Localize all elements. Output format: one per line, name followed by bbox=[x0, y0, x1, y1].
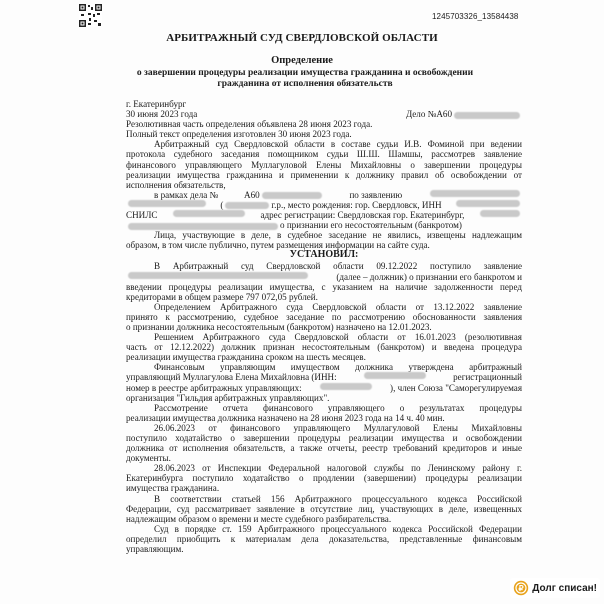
paragraph-line: поступило ходатайство о завершении процедуры реализации имущества и освобождении bbox=[126, 433, 522, 443]
paragraph-line: 26.06.2023 от финансового управляющего Муллагуловой Елены Михайловны bbox=[154, 422, 522, 433]
document-date: 30 июня 2023 года bbox=[126, 109, 198, 120]
paragraph-line: управляющим. bbox=[126, 544, 184, 555]
court-title: АРБИТРАЖНЫЙ СУД СВЕРДЛОВСКОЙ ОБЛАСТИ bbox=[166, 32, 438, 44]
paragraph-line: финансового управляющего Муллагуловой Елены Михайловны о завершении процедуры bbox=[126, 159, 522, 170]
paragraph-line: В Арбитражный суд Свердловской области 09.12.2022 поступило заявление bbox=[154, 261, 522, 272]
paragraph-line: организация "Гильдия арбитражных управляющих". bbox=[126, 392, 330, 403]
case-line: СНИЛС адрес регистрации: Свердловская гор. Екатеринбург, bbox=[126, 210, 522, 220]
paragraph-line: Лица, участвующие в деле, в судебное заседание не явились, извещены надлежащим bbox=[154, 230, 522, 241]
established-heading: УСТАНОВИЛ: bbox=[289, 249, 359, 261]
paragraph-line: протокола судебного заседания помощником судьи Ш.Ш. Шамшы, рассмотрев заявление bbox=[126, 149, 522, 160]
case-line: в рамках дела № А60 по заявлению bbox=[126, 190, 522, 200]
paragraph-line: реализации имущества должника назначено на 28 июня 2023 года на 14 ч. 40 мин. bbox=[126, 412, 445, 423]
paragraph-line: В соответствии статьей 156 Арбитражного процессуального кодекса Российской bbox=[154, 493, 522, 504]
paragraph-line: Суд в порядке ст. 159 Арбитражного процессуального кодекса Российской Федерации bbox=[154, 523, 522, 534]
paragraph-line: определил приобщить к материалам дела доказательства, представленные финансовым bbox=[126, 533, 522, 544]
paragraph-line: должника от исполнения обязательств, а также отчеты, реестр требований кредиторов и иные bbox=[126, 443, 522, 454]
paragraph-line: кредиторами в общем размере 797 072,05 рублей. bbox=[126, 291, 318, 302]
document-subheading bbox=[110, 68, 500, 90]
paragraph-line: надлежащим образом о времени и месте судебного разбирательства. bbox=[126, 513, 392, 524]
document-number: 1245703326_13584438 bbox=[432, 12, 519, 21]
coin-icon bbox=[513, 580, 529, 596]
paragraph-line: Определением Арбитражного суда Свердловской области от 13.12.2022 заявление bbox=[154, 301, 522, 312]
city: г. Екатеринбург bbox=[126, 99, 187, 109]
paragraph-line: Екатеринбурга поступило ходатайство о продлении (завершении) процедуры реализации bbox=[126, 473, 522, 484]
paragraph-line: часть от 12.12.2022) должник признан несостоятельным (банкротом) и введена процедура bbox=[126, 342, 522, 353]
paragraph-line: принято к рассмотрению, судебное заседание по рассмотрению обоснованности заявления bbox=[126, 311, 522, 322]
subheading-line: о завершении процедуры реализации имущества гражданина и освобождении bbox=[136, 68, 474, 78]
document-body bbox=[126, 99, 522, 554]
case-line: ( г.р., место рождения: гор. Свердловск, ИНН bbox=[126, 200, 522, 210]
paragraph-line: Решением Арбитражного суда Свердловской области от 16.01.2023 (резолютивная bbox=[154, 332, 522, 343]
subheading-line: гражданина от исполнения обязательств bbox=[217, 79, 393, 89]
paragraph-line: исполнения обязательств, bbox=[126, 179, 226, 190]
logo-text: Долг списан! bbox=[532, 582, 597, 594]
paragraph-line: номер в реестре арбитражных управляющих: ), член Союза "Саморегулируемая bbox=[126, 382, 522, 393]
qr-code bbox=[79, 4, 102, 27]
paragraph-line: 28.06.2023 от Инспекции Федеральной налоговой службы по Ленинскому району г. bbox=[154, 463, 522, 474]
paragraph-line: Финансовым управляющим имуществом должника утверждена арбитражный bbox=[154, 362, 522, 373]
paragraph-line: образом, в том числе публично, путем размещения информации на сайте суда. bbox=[126, 240, 430, 251]
resolution-line: Резолютивная часть определения объявлена 28 июня 2023 года. bbox=[126, 119, 373, 130]
paragraph-line: введении процедуры реализации имущества, с указанием на наличие задолженности перед bbox=[126, 281, 522, 292]
paragraph-line: управляющий Муллагулова Елена Михайловна (ИНН: регистрационный bbox=[126, 372, 522, 383]
paragraph-line: Федерации, суд рассматривает заявление в отсутствие лиц, участвующих в деле, извещенных bbox=[126, 503, 522, 514]
case-number: Дело №А60 bbox=[406, 109, 522, 119]
paragraph-line: документы. bbox=[126, 453, 171, 464]
full-text-line: Полный текст определения изготовлен 30 июня 2023 года. bbox=[126, 129, 352, 140]
date-case-row bbox=[126, 109, 522, 119]
paragraph-line: Рассмотрение отчета финансового управляющего о результатах процедуры bbox=[154, 402, 522, 413]
paragraph-line: (далее – должник) о признании его банкротом и bbox=[126, 272, 522, 282]
document-heading: Определение bbox=[271, 55, 333, 66]
svg-text:₽: ₽ bbox=[518, 584, 524, 593]
paragraph-line: о признании должника несостоятельным (банкротом) назначено на 12.01.2023. bbox=[126, 321, 432, 332]
watermark-logo bbox=[510, 578, 600, 598]
paragraph-line: Арбитражный суд Свердловской области в составе судьи И.В. Фоминой при ведении bbox=[154, 139, 522, 150]
paragraph-line: имущества гражданина. bbox=[126, 483, 220, 494]
paragraph-line: реализации имущества гражданина сроком на шесть месяцев. bbox=[126, 352, 366, 363]
paragraph-line: реализации имущества гражданина и применении к должнику правил об освобождении от bbox=[126, 169, 522, 180]
case-line: о признании его несостоятельным (банкротом) bbox=[126, 220, 522, 230]
